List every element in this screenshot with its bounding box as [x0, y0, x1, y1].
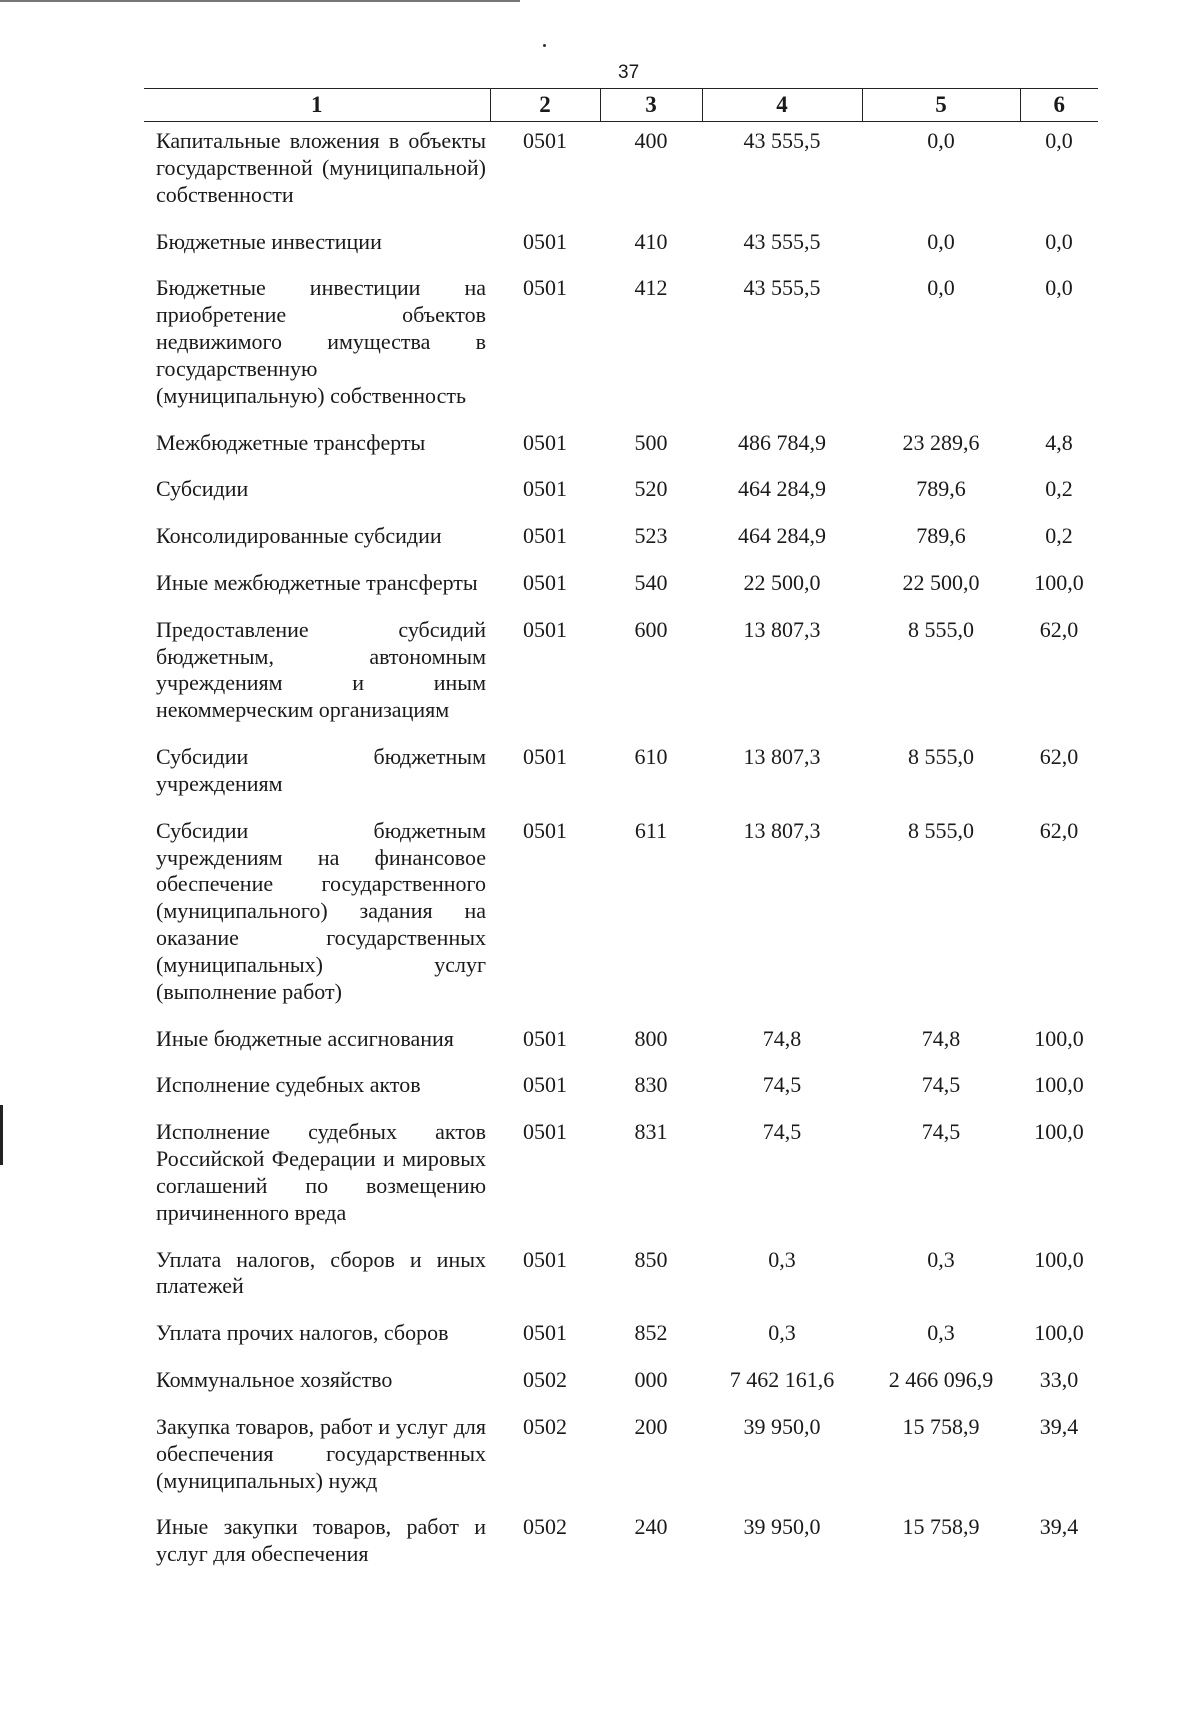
row-plan-value: 464 284,9 — [738, 476, 826, 502]
column-header: 4 — [702, 89, 862, 122]
row-section-code: 0502 — [523, 1514, 567, 1540]
row-actual-value: 15 758,9 — [902, 1413, 980, 1439]
table-row — [144, 1066, 1098, 1113]
row-name: Бюджетные инвестиции — [156, 228, 382, 254]
row-percent-value: 0,0 — [1045, 275, 1073, 301]
table-row — [144, 611, 1098, 738]
row-actual-value: 0,0 — [927, 228, 955, 254]
table-row — [144, 738, 1098, 812]
row-percent-value: 62,0 — [1039, 744, 1079, 770]
row-actual-value: 2 466 096,9 — [888, 1367, 994, 1393]
table-row — [144, 1314, 1098, 1361]
row-section-code: 0501 — [523, 128, 567, 154]
table-row — [144, 812, 1098, 1020]
row-percent-value: 62,0 — [1039, 817, 1079, 843]
scan-edge-mark — [0, 1105, 3, 1165]
row-plan-value: 43 555,5 — [743, 128, 821, 154]
row-name: Субсидии — [156, 476, 249, 502]
row-name: Консолидированные субсидии — [156, 523, 442, 549]
row-plan-value: 13 807,3 — [743, 744, 821, 770]
row-section-code: 0501 — [523, 476, 567, 502]
row-section-code: 0501 — [523, 1025, 567, 1051]
row-actual-value: 22 500,0 — [902, 569, 980, 595]
table-row — [144, 564, 1098, 611]
row-section-code: 0501 — [523, 1119, 567, 1145]
row-actual-value: 15 758,9 — [902, 1514, 980, 1540]
row-plan-value: 74,5 — [762, 1072, 802, 1098]
top-edge-rule — [0, 0, 520, 2]
row-percent-value: 100,0 — [1034, 1246, 1084, 1272]
column-header: 5 — [862, 89, 1020, 122]
row-expense-type: 850 — [634, 1246, 668, 1272]
table-row — [144, 470, 1098, 517]
row-plan-value: 43 555,5 — [743, 228, 821, 254]
row-percent-value: 39,4 — [1039, 1514, 1079, 1540]
row-actual-value: 8 555,0 — [908, 817, 974, 843]
row-percent-value: 62,0 — [1039, 616, 1079, 642]
row-expense-type: 400 — [634, 128, 668, 154]
row-actual-value: 0,0 — [927, 275, 955, 301]
page-number: 37 — [618, 62, 640, 83]
row-section-code: 0501 — [523, 569, 567, 595]
row-name: Субсидии бюджетным учреждениям на финансовое обеспечение государственного (муниципального) задания на оказание государственных (муниципальных) услуг (выполнение работ) — [156, 817, 486, 1004]
table-row — [144, 1241, 1098, 1315]
row-section-code: 0501 — [523, 228, 567, 254]
table-row — [144, 223, 1098, 270]
table-row — [144, 1020, 1098, 1067]
row-expense-type: 523 — [634, 523, 668, 549]
row-plan-value: 22 500,0 — [743, 569, 821, 595]
row-actual-value: 0,0 — [927, 128, 955, 154]
row-name: Уплата прочих налогов, сборов — [156, 1320, 449, 1346]
table-row — [144, 122, 1098, 223]
row-expense-type: 200 — [634, 1413, 668, 1439]
row-percent-value: 0,0 — [1045, 228, 1073, 254]
row-plan-value: 0,3 — [768, 1246, 796, 1272]
table-row — [144, 424, 1098, 471]
table-row — [144, 1113, 1098, 1240]
row-plan-value: 13 807,3 — [743, 817, 821, 843]
row-expense-type: 800 — [634, 1025, 668, 1051]
row-percent-value: 100,0 — [1034, 1072, 1084, 1098]
row-expense-type: 500 — [634, 429, 668, 455]
row-percent-value: 4,8 — [1045, 429, 1073, 455]
row-name: Коммунальное хозяйство — [156, 1367, 393, 1393]
row-name: Иные закупки товаров, работ и услуг для обеспечения — [156, 1514, 486, 1567]
column-header: 2 — [490, 89, 600, 122]
row-plan-value: 13 807,3 — [743, 616, 821, 642]
row-expense-type: 240 — [634, 1514, 668, 1540]
row-expense-type: 600 — [634, 616, 668, 642]
row-section-code: 0501 — [523, 429, 567, 455]
row-name: Иные межбюджетные трансферты — [156, 569, 478, 595]
row-expense-type: 830 — [634, 1072, 668, 1098]
table-row — [144, 269, 1098, 423]
row-expense-type: 520 — [634, 476, 668, 502]
column-header: 1 — [144, 89, 490, 122]
row-name: Субсидии бюджетным учреждениям — [156, 744, 486, 796]
row-actual-value: 74,5 — [921, 1072, 961, 1098]
row-plan-value: 0,3 — [768, 1320, 796, 1346]
row-actual-value: 0,3 — [927, 1246, 955, 1272]
row-section-code: 0501 — [523, 817, 567, 843]
row-section-code: 0501 — [523, 275, 567, 301]
row-plan-value: 39 950,0 — [743, 1413, 821, 1439]
row-plan-value: 486 784,9 — [738, 429, 826, 455]
row-plan-value: 43 555,5 — [743, 275, 821, 301]
row-plan-value: 74,8 — [762, 1025, 802, 1051]
row-percent-value: 0,2 — [1045, 476, 1073, 502]
row-actual-value: 23 289,6 — [902, 429, 980, 455]
row-plan-value: 39 950,0 — [743, 1514, 821, 1540]
budget-table — [144, 88, 1098, 1582]
header-row — [144, 89, 1098, 122]
row-expense-type: 412 — [634, 275, 668, 301]
row-actual-value: 74,5 — [921, 1119, 961, 1145]
column-header: 3 — [600, 89, 702, 122]
row-actual-value: 8 555,0 — [908, 744, 974, 770]
row-percent-value: 39,4 — [1039, 1413, 1079, 1439]
row-expense-type: 610 — [634, 744, 668, 770]
row-section-code: 0501 — [523, 1320, 567, 1346]
row-name: Бюджетные инвестиции на приобретение объектов недвижимого имущества в государственную (муниципальную) собственность — [156, 275, 486, 408]
row-name: Предоставление субсидий бюджетным, автономным учреждениям и иным некоммерческим организациям — [156, 616, 486, 723]
row-percent-value: 100,0 — [1034, 1025, 1084, 1051]
row-percent-value: 100,0 — [1034, 569, 1084, 595]
row-percent-value: 100,0 — [1034, 1320, 1084, 1346]
row-name: Иные бюджетные ассигнования — [156, 1025, 454, 1051]
row-percent-value: 0,2 — [1045, 523, 1073, 549]
row-percent-value: 0,0 — [1045, 128, 1073, 154]
row-expense-type: 852 — [634, 1320, 668, 1346]
row-name: Закупка товаров, работ и услуг для обеспечения государственных (муниципальных) нужд — [156, 1413, 486, 1493]
row-section-code: 0502 — [523, 1367, 567, 1393]
row-section-code: 0501 — [523, 744, 567, 770]
row-name: Уплата налогов, сборов и иных платежей — [156, 1246, 486, 1299]
row-actual-value: 789,6 — [916, 523, 966, 549]
row-section-code: 0502 — [523, 1413, 567, 1439]
row-actual-value: 8 555,0 — [908, 616, 974, 642]
table-row — [144, 1408, 1098, 1508]
row-actual-value: 789,6 — [916, 476, 966, 502]
row-name: Межбюджетные трансферты — [156, 429, 426, 455]
scan-dot — [543, 44, 546, 47]
table-row — [144, 1508, 1098, 1582]
row-expense-type: 831 — [634, 1119, 668, 1145]
row-actual-value: 0,3 — [927, 1320, 955, 1346]
column-header: 6 — [1020, 89, 1098, 122]
table-row — [144, 517, 1098, 564]
row-percent-value: 100,0 — [1034, 1119, 1084, 1145]
row-section-code: 0501 — [523, 523, 567, 549]
row-plan-value: 74,5 — [762, 1119, 802, 1145]
row-expense-type: 611 — [634, 817, 668, 843]
row-expense-type: 000 — [634, 1367, 668, 1393]
row-section-code: 0501 — [523, 616, 567, 642]
row-percent-value: 33,0 — [1039, 1367, 1079, 1393]
row-plan-value: 7 462 161,6 — [729, 1367, 835, 1393]
row-actual-value: 74,8 — [921, 1025, 961, 1051]
table-row — [144, 1361, 1098, 1408]
row-expense-type: 410 — [634, 228, 668, 254]
row-plan-value: 464 284,9 — [738, 523, 826, 549]
row-section-code: 0501 — [523, 1246, 567, 1272]
row-expense-type: 540 — [634, 569, 668, 595]
row-name: Исполнение судебных актов Российской Федерации и мировых соглашений по возмещению причиненного вреда — [156, 1119, 486, 1225]
row-name: Капитальные вложения в объекты государственной (муниципальной) собственности — [156, 128, 486, 207]
row-section-code: 0501 — [523, 1072, 567, 1098]
row-name: Исполнение судебных актов — [156, 1072, 421, 1098]
